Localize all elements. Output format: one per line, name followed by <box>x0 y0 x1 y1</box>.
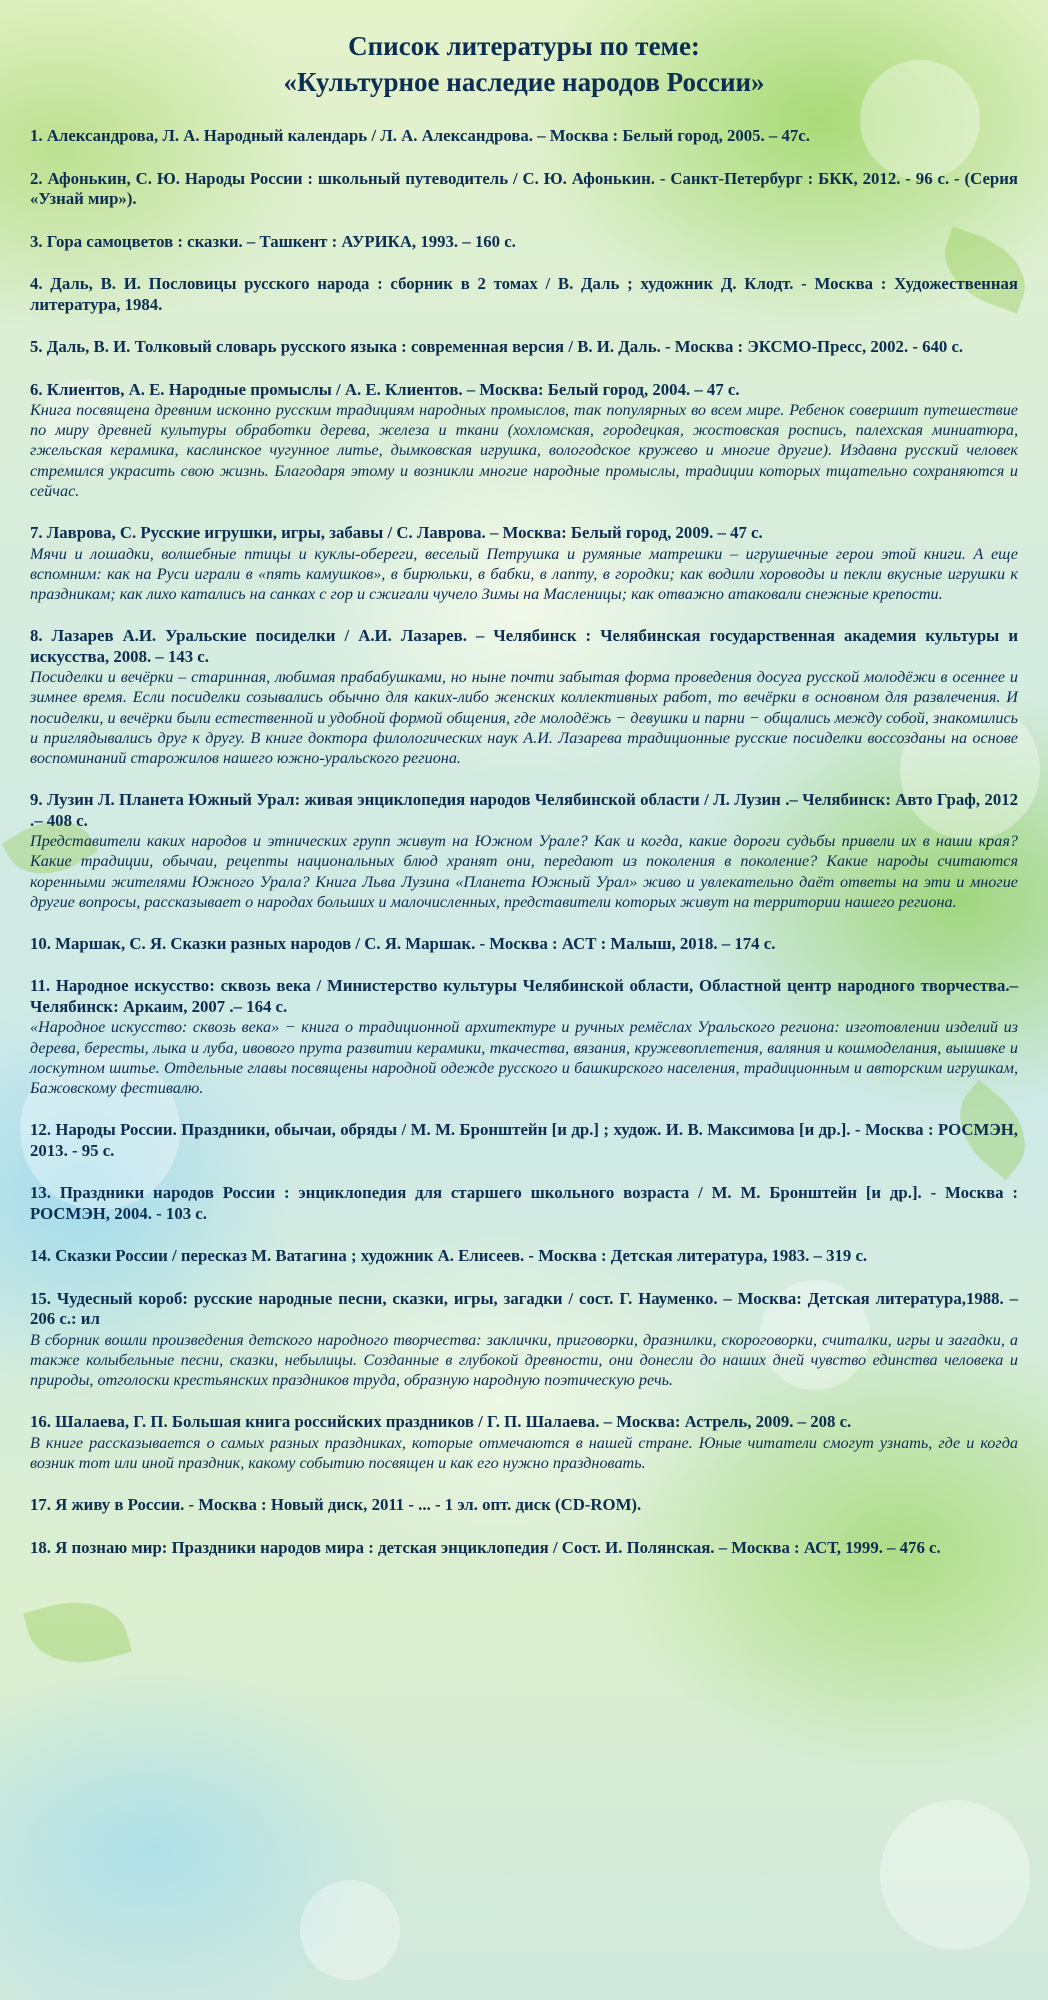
entry-citation: 2. Афонькин, С. Ю. Народы России : школьный путеводитель / С. Ю. Афонькин. - Санкт-Петербург : БКК, 2012. - 96 с. - (Серия «Узнай мир»). <box>30 168 1018 208</box>
bibliography-entry <box>30 626 1018 768</box>
entry-citation: 18. Я познаю мир: Праздники народов мира : детская энциклопедия / Сост. И. Полянская. – Москва : АСТ, 1999. – 476 с. <box>30 1537 941 1557</box>
title-line-1: Список литературы по теме: <box>348 31 700 61</box>
bibliography-entry <box>30 1412 1018 1473</box>
background-bokeh <box>880 1800 1030 1950</box>
bibliography-list <box>30 126 1018 1558</box>
bibliography-entry <box>30 1538 1018 1559</box>
entry-citation: 8. Лазарев А.И. Уральские посиделки / А.И. Лазарев. – Челябинск : Челябинская государственная академия культуры и искусства, 2008. – 143 с. <box>30 626 1018 666</box>
bibliography-entry <box>30 337 1018 358</box>
entry-citation: 15. Чудесный короб: русские народные песни, сказки, игры, загадки / сост. Г. Науменко. – Москва: Детская литература,1988. – 206 с.: ил <box>30 1288 1018 1329</box>
entry-citation: 1. Александрова, Л. А. Народный календарь / Л. А. Александрова. – Москва : Белый город, 2005. – 47с. <box>30 126 810 145</box>
entry-citation: 9. Лузин Л. Планета Южный Урал: живая энциклопедия народов Челябинской области / Л. Лузин .– Челябинск: Авто Граф, 2012 .– 408 с. <box>30 790 1018 830</box>
entry-citation: 16. Шалаева, Г. П. Большая книга российских праздников / Г. П. Шалаева. – Москва: Астрель, 2009. – 208 с. <box>30 1412 852 1432</box>
entry-citation: 14. Сказки России / пересказ М. Ватагина ; художник А. Елисеев. - Москва : Детская литература, 1983. – 319 с. <box>30 1246 868 1266</box>
entry-citation: 10. Маршак, С. Я. Сказки разных народов / С. Я. Маршак. - Москва : АСТ : Малыш, 2018. – 174 с. <box>30 933 776 953</box>
entry-description: Посиделки и вечёрки – старинная, любимая прабабушками, но ныне почти забытая форма проведения досуга русской молодёжи в осеннее и зимнее время. Если посиделки созывались обычно для каких-либо женских коллективных работ, то вечёрки в основном для развлечения. И посиделки, и вечёрки были естественной и удобной формой общения, где молодёжь − девушки и парни − общались между собой, знакомились и приглядывались друг к другу. В книге доктора филологических наук А.И. Лазарева традиционные русские посиделки воссозданы на основе воспоминаний старожилов нашего южно-уральского региона. <box>30 668 1018 767</box>
bibliography-entry <box>30 523 1018 604</box>
entry-citation: 7. Лаврова, С. Русские игрушки, игры, забавы / С. Лаврова. – Москва: Белый город, 2009. – 47 с. <box>30 523 763 543</box>
bibliography-entry <box>30 274 1018 315</box>
entry-description: Книга посвящена древним исконно русским традициям народных промыслов, так популярных во всем мире. Ребенок совершит путешествие по миру древней культуры обработки дерева, железа и ткани (хохломская, городецкая, жостовская роспись, палехская миниатюра, гжельская керамика, каслинское чугунное литье, дымковская игрушка, вологодское кружево и многие другие). Издавна русский человек стремился украсить свою жизнь. Благодаря этому и возникли многие народные промыслы, традиции которых тщательно сохраняются и сейчас. <box>30 401 1018 500</box>
entry-citation: 17. Я живу в России. - Москва : Новый диск, 2011 - ... - 1 эл. опт. диск (CD-ROM). <box>30 1495 642 1515</box>
bibliography-entry <box>30 790 1018 912</box>
background-bokeh <box>300 1880 400 1980</box>
bibliography-entry <box>30 126 1018 147</box>
bibliography-entry <box>30 1495 1018 1516</box>
entry-citation: 5. Даль, В. И. Толковый словарь русского языка : современная версия / В. И. Даль. - Москва : ЭКСМО-Пресс, 2002. - 640 с. <box>30 337 964 356</box>
entry-citation: 4. Даль, В. И. Пословицы русского народа : сборник в 2 томах / В. Даль ; художник Д. Клодт. - Москва : Художественная литература, 1984. <box>30 274 1018 314</box>
entry-citation: 12. Народы России. Праздники, обычаи, обряды / М. М. Бронштейн [и др.] ; худож. И. В. Максимова [и др.]. - Москва : РОСМЭН, 2013. - 95 с. <box>30 1120 1018 1160</box>
background-leaf <box>23 1589 132 1676</box>
bibliography-page <box>30 28 1018 1580</box>
page-title <box>30 28 1018 100</box>
bibliography-entry <box>30 934 1018 955</box>
entry-description: В сборник вошли произведения детского народного творчества: заклички, приговорки, дразнилки, скороговорки, считалки, игры и загадки, а также колыбельные песни, сказки, небылицы. Созданные в глубокой древности, они донесли до наших дней чувство единства человека и природы, отголоски крестьянских праздников труда, образную народную поэтическую речь. <box>30 1330 1018 1390</box>
bibliography-entry <box>30 1289 1018 1391</box>
bibliography-entry <box>30 169 1018 210</box>
bibliography-entry <box>30 1183 1018 1224</box>
bibliography-entry <box>30 1120 1018 1161</box>
entry-citation: 3. Гора самоцветов : сказки. – Ташкент : АУРИКА, 1993. – 160 с. <box>30 231 516 251</box>
bibliography-entry <box>30 976 1018 1098</box>
entry-description: Представители каких народов и этнических групп живут на Южном Урале? Как и когда, какие дороги судьбы привели их в наши края? Какие традиции, обычаи, рецепты национальных блюд хранят они, передают из поколения в поколение? Какие народы считаются коренными жителями Южного Урала? Книга Льва Лузина «Планета Южный Урал» живо и увлекательно даёт ответы на эти и многие другие вопросы, рассказывает о народах больших и малочисленных, представители которых живут на территории нашего региона. <box>30 832 1018 911</box>
bibliography-entry <box>30 1246 1018 1267</box>
title-line-2: «Культурное наследие народов России» <box>283 67 765 97</box>
entry-citation: 13. Праздники народов России : энциклопедия для старшего школьного возраста / М. М. Бронштейн [и др.]. - Москва : РОСМЭН, 2004. - 103 с. <box>30 1183 1018 1223</box>
entry-description: «Народное искусство: сквозь века» − книга о традиционной архитектуре и ручных ремёслах Уральского региона: изготовлении изделий из дерева, бересты, лыка и луба, ивового прута развитии керамики, ткачества, вязания, кружевоплетения, валяния и кошмоделания, вышивке и лоскутном шитье. Отдельные главы посвящены народной одежде русского и башкирского населения, традиционным и авторским игрушкам, Бажовскому фестивалю. <box>30 1018 1018 1098</box>
entry-description: Мячи и лошадки, волшебные птицы и куклы-обереги, веселый Петрушка и румяные матрешки – игрушечные герои этой книги. А еще вспомним: как на Руси играли в «пять камушков», в бирюльки, в бабки, в лапту, в городки; как водили хороводы и пекли вкусные игрушки к праздникам; как лихо катались на санках с гор и сжигали чучело Зимы на Масленицы; как отважно атаковали снежные крепости. <box>30 544 1018 603</box>
bibliography-entry <box>30 380 1018 502</box>
entry-citation: 6. Клиентов, А. Е. Народные промыслы / А. Е. Клиентов. – Москва: Белый город, 2004. – 47 с. <box>30 379 740 399</box>
entry-citation: 11. Народное искусство: сквозь века / Министерство культуры Челябинской области, Областной центр народного творчества.– Челябинск: Аркаим, 2007 .– 164 с. <box>30 976 1018 1016</box>
entry-description: В книге рассказывается о самых разных праздниках, которые отмечаются в нашей стране. Юные читатели смогут узнать, где и когда возник тот или иной праздник, какому событию посвящен и как его нужно праздновать. <box>30 1433 1018 1473</box>
bibliography-entry <box>30 232 1018 253</box>
